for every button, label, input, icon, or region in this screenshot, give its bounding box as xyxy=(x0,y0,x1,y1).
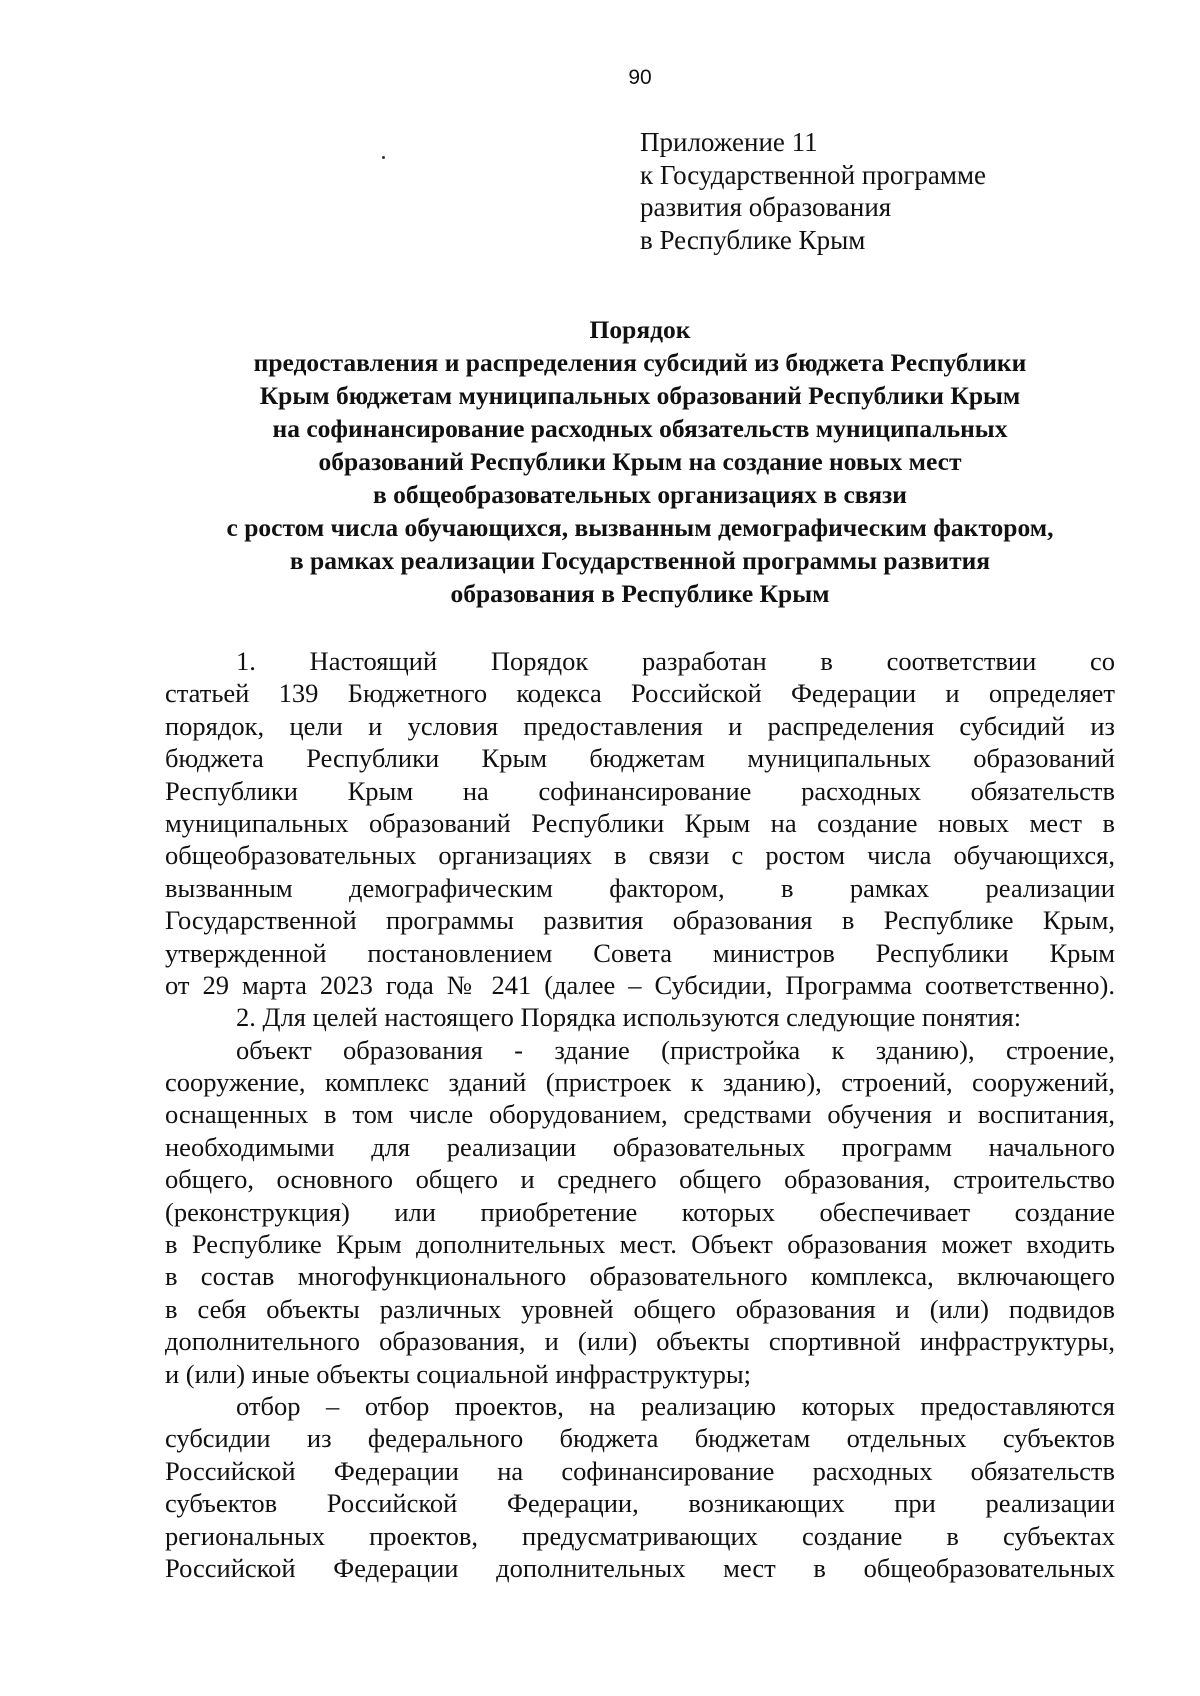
body-line: Государственной программы развития образования в Республике Крым, xyxy=(165,905,1115,936)
title-line: образования в Республике Крым xyxy=(450,579,830,608)
body-line: сооружение, комплекс зданий (пристроек к зданию), строений, сооружений, xyxy=(165,1067,1115,1098)
body-line: Российской Федерации дополнительных мест в общеобразовательных xyxy=(165,1552,1115,1583)
body-line: общеобразовательных организациях в связи с ростом числа обучающихся, xyxy=(165,840,1115,871)
title-line: в общеобразовательных организациях в связи xyxy=(373,480,907,509)
body-line: региональных проектов, предусматривающих создание в субъектах xyxy=(165,1520,1115,1551)
document-title xyxy=(165,313,1115,610)
title-line: предоставления и распределения субсидий из бюджета Республики xyxy=(253,348,1027,377)
appendix-line: развития образования xyxy=(640,192,892,222)
body-line: утвержденной постановлением Совета министров Республики Крым xyxy=(165,937,1115,968)
appendix-line: в Республике Крым xyxy=(640,224,866,255)
body-line: необходимыми для реализации образовательных программ начального xyxy=(165,1131,1115,1162)
title-line: в рамках реализации Государственной программы развития xyxy=(289,546,991,575)
body-line: в состав многофункционального образовательного комплекса, включающего xyxy=(165,1261,1115,1292)
title-line: на софинансирование расходных обязательств муниципальных xyxy=(272,414,1008,443)
body-line: объект образования - здание (пристройка к зданию), строение, xyxy=(236,1034,1115,1065)
body-line: общего, основного общего и среднего общего образования, строительство xyxy=(165,1164,1115,1195)
body-line: муниципальных образований Республики Крым на создание новых мест в xyxy=(165,807,1115,838)
body-line: Российской Федерации на софинансирование расходных обязательств xyxy=(165,1455,1115,1486)
body-line: оснащенных в том числе оборудованием, средствами обучения и воспитания, xyxy=(165,1099,1115,1130)
appendix-line: Приложение 11 xyxy=(640,127,818,157)
body-line: статьей 139 Бюджетного кодекса Российской Федерации и определяет xyxy=(165,678,1115,709)
title-line: Крым бюджетам муниципальных образований Республики Крым xyxy=(259,381,1021,410)
page-number: 90 xyxy=(628,66,652,89)
body-line: от 29 марта 2023 года № 241 (далее – Субсидии, Программа соответственно). xyxy=(165,969,1115,1000)
body-line: отбор – отбор проектов, на реализацию которых предоставляются xyxy=(236,1390,1115,1421)
title-line: с ростом числа обучающихся, вызванным демографическим фактором, xyxy=(226,513,1054,542)
body-line: в Республике Крым дополнительных мест. Объект образования может входить xyxy=(165,1229,1115,1260)
body-line: 1. Настоящий Порядок разработан в соответствии со xyxy=(236,646,1115,676)
body-line: (реконструкция) или приобретение которых обеспечивает создание xyxy=(165,1196,1115,1227)
title-line: Порядок xyxy=(589,315,691,344)
body-line: в себя объекты различных уровней общего образования и (или) подвидов xyxy=(165,1293,1115,1324)
body-line: Республики Крым на софинансирование расходных обязательств xyxy=(165,775,1115,806)
body-line: субсидии из федерального бюджета бюджетам отдельных субъектов xyxy=(165,1423,1115,1454)
body-line: 2. Для целей настоящего Порядка используются следующие понятия: xyxy=(236,1002,1022,1033)
appendix-block xyxy=(640,126,986,256)
scan-speck xyxy=(382,156,385,159)
body-line: вызванным демографическим фактором, в рамках реализации xyxy=(165,872,1115,903)
body-line: дополнительного образования, и (или) объекты спортивной инфраструктуры, xyxy=(165,1326,1115,1357)
body-line: и (или) иные объекты социальной инфраструктуры; xyxy=(165,1358,752,1389)
document-body xyxy=(165,645,1115,1584)
body-line: порядок, цели и условия предоставления и распределения субсидий из xyxy=(165,710,1115,741)
appendix-line: к Государственной программе xyxy=(640,159,987,190)
body-line: бюджета Республики Крым бюджетам муниципальных образований xyxy=(165,743,1115,774)
body-line: субъектов Российской Федерации, возникающих при реализации xyxy=(165,1488,1115,1519)
title-line: образований Республики Крым на создание новых мест xyxy=(318,447,962,476)
